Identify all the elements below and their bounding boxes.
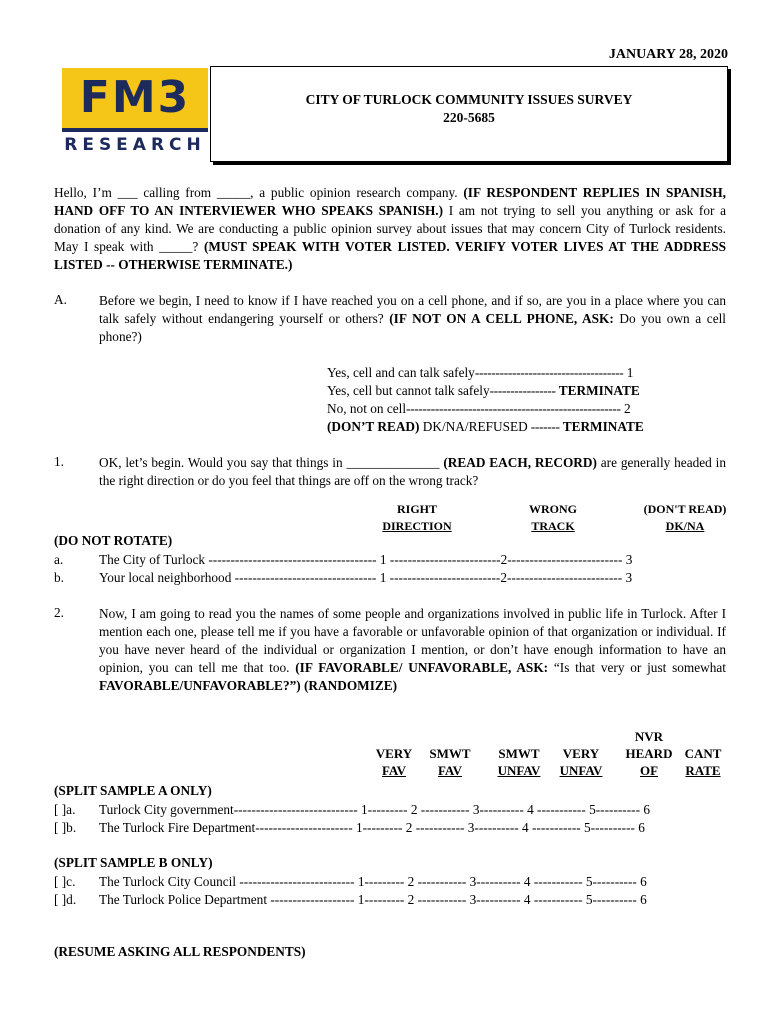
survey-title-box [210, 66, 728, 162]
answer-option: No, not on cell---------------------------------------------------- 2 [327, 401, 631, 416]
header-very-unfav: VERY UNFAV [559, 746, 603, 778]
survey-title: CITY OF TURLOCK COMMUNITY ISSUES SURVEY [305, 92, 633, 107]
item-letter: [ ]d. [54, 892, 77, 907]
fm3-research-logo: FM3 RESEARCH [62, 68, 208, 160]
question-a-text: Before we begin, I need to know if I have reached you on a cell phone, and if so, are you in a place where you can talk safely without endangering yourself or others? (IF NOT ON A CELL PHONE, ASK: Do you own a cell phone?) [99, 293, 726, 344]
answer-option: (DON’T READ) DK/NA/REFUSED ------- TERMINATE [327, 419, 644, 434]
column-header-right-direction: RIGHT DIRECTION [382, 502, 452, 533]
item-letter: [ ]b. [54, 820, 77, 835]
column-header-dk-na: (DON'T READ) DK/NA [643, 502, 727, 533]
item-letter: [ ]c. [54, 874, 76, 889]
split-sample-b-heading: (SPLIT SAMPLE B ONLY) [54, 855, 213, 870]
list-item: Turlock City government---------------------------- 1--------- 2 ----------- 3---------- 4 ----------- 5---------- 6 [99, 802, 650, 817]
header-smwt-fav: SMWT FAV [429, 746, 471, 778]
header-never-heard-of: NVR HEARD OF [625, 729, 673, 778]
column-header-wrong-track: WRONG TRACK [529, 502, 577, 533]
question-2-text: Now, I am going to read you the names of some people and organizations involved in public life in Turlock. After I mention each one, please tell me if you have a favorable or unfavorable opinion of that organization or individual. If you have never heard of the individual or organization I mention, or don’t have enough information to have an opinion, you can tell me that too. (IF FAVORABLE/ UNFAVORABLE, ASK: “Is that very or just somewhat FAVORABLE/UNFAVORABLE?”) (RANDOMIZE) [99, 606, 727, 693]
intro-paragraph: Hello, I’m ___ calling from _____, a public opinion research company. (IF RESPONDENT REPLIES IN SPANISH, HAND OFF TO AN INTERVIEWER WHO SPEAKS SPANISH.) I am not trying to sell you anything or ask for a donation of any kind. We are conducting a public opinion survey about issues that may concern City of Turlock residents. May I speak with _____? (MUST SPEAK WITH VOTER LISTED. VERIFY VOTER LIVES AT THE ADDRESS LISTED -- OTHERWISE TERMINATE.) [54, 185, 726, 272]
survey-date: JANUARY 28, 2020 [608, 47, 728, 62]
item-letter: a. [54, 552, 64, 567]
question-1-label: 1. [54, 454, 64, 469]
question-a-label: A. [54, 292, 67, 307]
list-item: The Turlock Police Department ------------------- 1--------- 2 ----------- 3---------- 4 ----------- 5---------- 6 [99, 892, 647, 907]
survey-number: 220-5685 [443, 110, 495, 125]
header-cant-rate: CANT RATE [684, 746, 722, 778]
header-smwt-unfav: SMWT UNFAV [497, 746, 541, 778]
list-item: The Turlock Fire Department---------------------- 1--------- 2 ----------- 3---------- 4 ----------- 5---------- 6 [99, 820, 645, 835]
question-2-label: 2. [54, 605, 64, 620]
item-letter: [ ]a. [54, 802, 76, 817]
list-item: The Turlock City Council -------------------------- 1--------- 2 ----------- 3---------- 4 ----------- 5---------- 6 [99, 874, 647, 889]
answer-option: Yes, cell but cannot talk safely---------------- TERMINATE [327, 383, 640, 398]
do-not-rotate-note: (DO NOT ROTATE) [54, 533, 173, 548]
list-item: The City of Turlock -------------------------------------- 1 -------------------------2-------------------------- 3 [99, 552, 633, 567]
header-very-fav: VERY FAV [375, 746, 413, 778]
answer-option: Yes, cell and can talk safely------------------------------------ 1 [327, 365, 634, 380]
question-1-text: OK, let’s begin. Would you say that things in ______________ (READ EACH, RECORD) are generally headed in the right direction or do you feel that things are off on the wrong track? [99, 455, 726, 488]
list-item: Your local neighborhood -------------------------------- 1 -------------------------2-------------------------- 3 [99, 570, 633, 585]
split-sample-a-heading: (SPLIT SAMPLE A ONLY) [54, 783, 212, 798]
resume-note: (RESUME ASKING ALL RESPONDENTS) [54, 944, 306, 959]
item-letter: b. [54, 570, 64, 585]
